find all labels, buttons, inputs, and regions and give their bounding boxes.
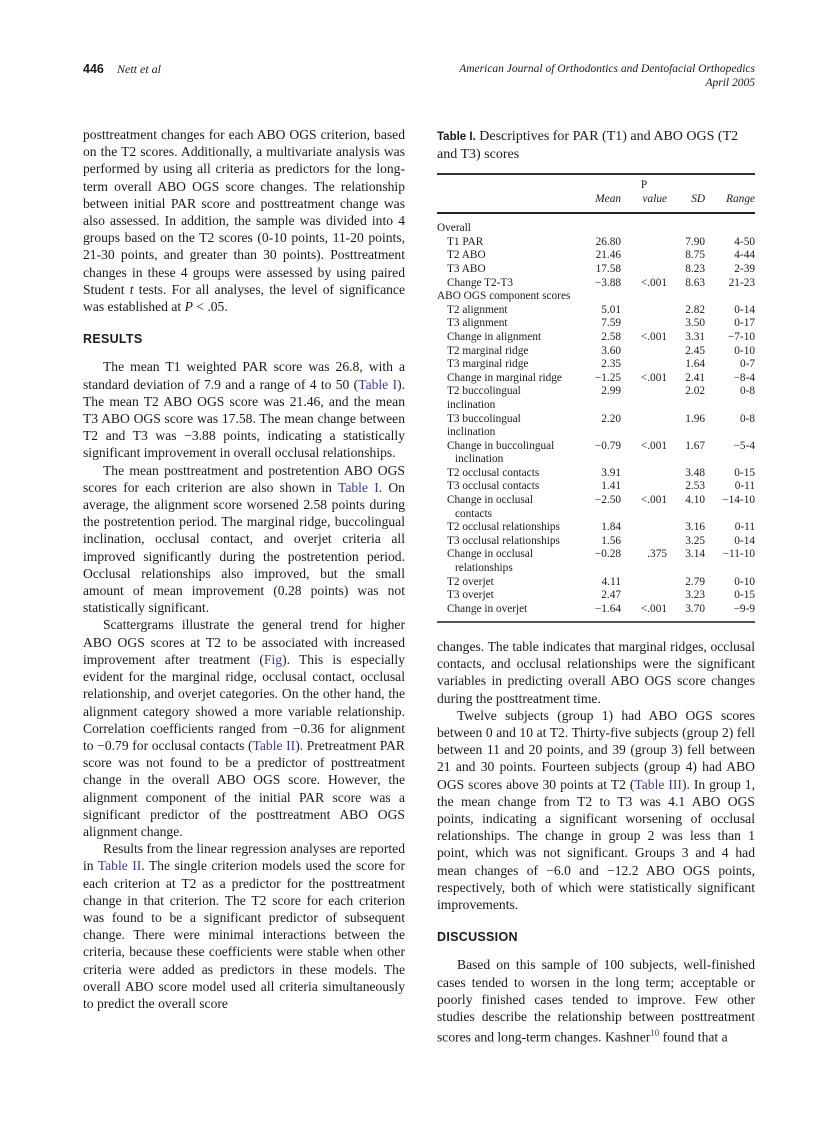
- cell-range: 0-14: [734, 534, 755, 547]
- cell-p-value: [621, 413, 667, 440]
- col-header-sd: SD: [667, 179, 705, 213]
- cell-sd: 3.50: [685, 317, 705, 330]
- table-i-link[interactable]: Table I: [337, 479, 379, 495]
- row-label: T2 alignment: [447, 303, 508, 316]
- row-label: Change in occlusal contacts: [447, 494, 533, 520]
- table-row: [437, 358, 755, 372]
- cell-mean: −1.64: [569, 603, 621, 623]
- results-paragraph-1: The mean T1 weighted PAR score was 26.8, with a standard deviation of 7.9 and a range of 4 to 50 (Table I). The mean T2 ABO OGS score was 21.46, and the mean T3 ABO OGS score was 17.58. The mean change between T2 and T3 was −3.88 points, indicating a statistically significant improvement in overall occlusal relationships.: [83, 359, 406, 461]
- cell-range: −9-9: [705, 603, 755, 623]
- cell-mean: 26.80: [595, 235, 621, 248]
- cell-p-value: [621, 521, 667, 535]
- table-row: [437, 548, 755, 575]
- results-heading: RESULTS: [83, 332, 143, 347]
- row-label: Change in buccolingual inclination: [447, 439, 555, 466]
- table-title: Descriptives for PAR (T1) and ABO OGS (T2 and T3) scores: [437, 129, 739, 162]
- row-label: T3 occlusal contacts: [447, 480, 540, 493]
- cell-range: 0-8: [739, 412, 755, 425]
- cell-range: 4-50: [734, 235, 755, 248]
- cell-mean: 2.35: [601, 358, 621, 371]
- cell-mean: 3.60: [601, 344, 621, 357]
- table-label: Table I.: [437, 131, 476, 143]
- row-label: T2 marginal ridge: [447, 344, 529, 357]
- table-row: [437, 249, 755, 263]
- running-authors: Nett et al: [117, 62, 161, 76]
- group-label: Overall: [437, 222, 471, 235]
- cell-p-value: [621, 317, 667, 331]
- row-label: T3 buccolingual inclination: [447, 412, 521, 439]
- table-row: [437, 589, 755, 603]
- cell-range: 0-11: [734, 480, 755, 493]
- descriptives-table: [437, 173, 755, 623]
- cell-p-value: [621, 385, 667, 412]
- cell-range: 2-39: [734, 262, 755, 275]
- cell-mean: 1.84: [601, 521, 621, 534]
- row-label: Change in alignment: [447, 330, 542, 343]
- cell-range: 21-23: [728, 276, 755, 289]
- right-column: [437, 638, 755, 1046]
- cell-p-value: [621, 589, 667, 603]
- table-row: [437, 480, 755, 494]
- cell-p-value: [621, 304, 667, 318]
- cell-range: −14-10: [722, 494, 755, 507]
- cell-mean: 2.99: [601, 385, 621, 398]
- cell-range: 0-11: [734, 521, 755, 534]
- cell-sd: 3.14: [685, 548, 705, 561]
- cell-range: 0-14: [734, 303, 755, 316]
- row-label: T3 ABO: [447, 262, 486, 275]
- cell-mean: 21.46: [595, 249, 621, 262]
- cell-mean: −1.25: [594, 371, 621, 384]
- cell-sd: 7.90: [685, 235, 705, 248]
- cell-p-value: [621, 236, 667, 250]
- table-row: [437, 603, 755, 623]
- figure-link[interactable]: Fig: [263, 651, 283, 667]
- cell-p-value: [621, 467, 667, 481]
- cell-p-value: <.001: [640, 371, 667, 384]
- cell-sd: 4.10: [685, 494, 705, 507]
- table-row: [437, 535, 755, 549]
- cell-mean: 7.59: [601, 317, 621, 330]
- table-row: [437, 521, 755, 535]
- col-header-range: Range: [705, 179, 755, 213]
- table-row: [437, 317, 755, 331]
- cell-range: −8-4: [733, 371, 755, 384]
- journal-info: [459, 62, 755, 90]
- cell-range: 4-44: [734, 249, 755, 262]
- table-group-row: [437, 213, 755, 236]
- table-row: [437, 494, 755, 521]
- results-paragraph-3: Scattergrams illustrate the general trend for higher ABO OGS scores at T2 to be associated with increased improvement after treatment (Fig). This is especially evident for the marginal ridge, occlusal contact, occlusal relationship, and overjet categories. On the other hand, the alignment category showed a more variable relationship. Correlation coefficients ranged from −0.36 for alignment to −0.79 for occlusal contacts (Table II). Pretreatment PAR score was not found to be a predictor of posttreatment change in the overall ABO OGS score. However, the alignment component of the initial PAR score was a significant predictor of the posttreatment ABO OGS alignment change.: [83, 617, 405, 839]
- cell-mean: −3.88: [594, 276, 621, 289]
- cell-mean: 17.58: [595, 262, 621, 275]
- cell-range: 0-7: [739, 358, 755, 371]
- cell-p-value: <.001: [640, 494, 667, 507]
- table-row: [437, 372, 755, 386]
- cell-sd: 2.82: [685, 303, 705, 316]
- reference-link[interactable]: 10: [650, 1028, 660, 1039]
- table-row: [437, 277, 755, 291]
- cell-sd: 3.31: [685, 330, 705, 343]
- cell-sd: 3.25: [685, 534, 705, 547]
- row-label: T3 overjet: [447, 589, 494, 602]
- cell-mean: 2.20: [601, 412, 621, 425]
- table-row: [437, 331, 755, 345]
- cell-p-value: [621, 263, 667, 277]
- cell-p-value: [621, 358, 667, 372]
- results-paragraph-5: changes. The table indicates that marginal ridges, occlusal contacts, and occlusal relationships were the significant variables in predicting overall ABO OGS score changes during the posttreatment time.: [437, 639, 755, 706]
- table-row: [437, 576, 755, 590]
- table-row: [437, 413, 755, 440]
- table-row: [437, 385, 755, 412]
- row-label: Change T2-T3: [447, 276, 513, 289]
- table-row: [437, 467, 755, 481]
- row-label: T3 alignment: [447, 317, 508, 330]
- table-i-link[interactable]: Table I: [358, 376, 398, 392]
- row-label: T1 PAR: [447, 235, 484, 248]
- cell-p-value: [621, 535, 667, 549]
- cell-range: 0-15: [734, 466, 755, 479]
- cell-p-value: <.001: [640, 439, 667, 452]
- col-header-p-value: P value: [621, 179, 667, 213]
- cell-p-value: .375: [647, 548, 667, 561]
- row-label: T3 marginal ridge: [447, 358, 529, 371]
- results-paragraph-4: Results from the linear regression analyses are reported in Table II. The single criterion models used the score for each criterion at T2 as a predictor for the posttreatment change in that criterion. The T2 score for each criterion was found to be a significant predictor of subsequent change. There were minimal interactions between the criteria, because these coefficients were stable when other criteria were added as predictors in these models. The overall ABO score model used all criteria simultaneously to predict the overall score: [83, 841, 405, 1011]
- cell-range: 0-10: [734, 575, 755, 588]
- cell-sd: 3.48: [685, 466, 705, 479]
- cell-mean: 2.47: [601, 589, 621, 602]
- discussion-paragraph-1: Based on this sample of 100 subjects, well-finished cases tended to worsen in the long term; acceptable or poorly finished cases tended to improve. Few other studies describe the relationship between posttreatment scores and long-term changes. Kashner$^{10}$ found that a: [437, 957, 755, 1045]
- cell-mean: −0.79: [594, 439, 621, 452]
- cell-sd: 2.41: [685, 371, 705, 384]
- cell-p-value: [621, 576, 667, 590]
- results-paragraph-2: The mean posttreatment and postretention ABO OGS scores for each criterion are also shown in Table I. On average, the alignment score worsened 2.58 points during the postretention period. The marginal ridge, buccolingual inclination, occlusal contact, and overjet criteria all improved significantly during the postretention period. Occlusal relationships also improved, but the small amount of mean improvement (0.28 points) was not statistically significant.: [83, 462, 405, 616]
- table-row: [437, 345, 755, 359]
- cell-range: −11-10: [722, 548, 755, 561]
- table-row: [437, 304, 755, 318]
- cell-sd: 2.79: [685, 575, 705, 588]
- cell-p-value: [621, 480, 667, 494]
- table-caption: [437, 128, 755, 164]
- journal-title: American Journal of Orthodontics and Dentofacial Orthopedics: [459, 63, 755, 75]
- journal-issue: April 2005: [705, 77, 755, 89]
- row-label: T2 occlusal contacts: [447, 466, 540, 479]
- cell-sd: 2.02: [685, 385, 705, 398]
- row-label: T3 occlusal relationships: [447, 534, 560, 547]
- table-row: [437, 263, 755, 277]
- left-column: [83, 126, 405, 1012]
- col-header-mean: Mean: [569, 179, 621, 213]
- cell-range: −7-10: [727, 330, 755, 343]
- row-label: Change in overjet: [437, 603, 569, 623]
- cell-mean: 4.11: [601, 575, 621, 588]
- running-header: [83, 62, 755, 94]
- row-label: T2 buccolingual inclination: [447, 385, 521, 411]
- cell-sd: 3.70: [667, 603, 705, 623]
- cell-range: 0-15: [734, 589, 755, 602]
- cell-p-value: [621, 345, 667, 359]
- cell-range: 0-8: [739, 385, 755, 398]
- cell-sd: 8.63: [685, 276, 705, 289]
- cell-mean: −0.28: [594, 548, 621, 561]
- discussion-heading: DISCUSSION: [437, 930, 518, 945]
- row-label: T2 overjet: [447, 575, 494, 588]
- cell-sd: 2.53: [685, 480, 705, 493]
- table-iii-link[interactable]: Table III: [634, 776, 682, 792]
- cell-sd: 1.64: [685, 358, 705, 371]
- cell-mean: 1.56: [601, 534, 621, 547]
- table-i: [437, 128, 755, 623]
- page-number: 446: [83, 62, 104, 76]
- cell-sd: 1.96: [685, 412, 705, 425]
- table-group-row: [437, 290, 755, 304]
- row-label: T2 ABO: [447, 249, 486, 262]
- cell-sd: 8.75: [685, 249, 705, 262]
- cell-p-value: <.001: [640, 276, 667, 289]
- cell-mean: 2.58: [601, 330, 621, 343]
- cell-range: 0-10: [734, 344, 755, 357]
- cell-sd: 3.23: [685, 589, 705, 602]
- table-row: [437, 440, 755, 467]
- cell-sd: 3.16: [685, 521, 705, 534]
- table-ii-link[interactable]: Table II: [97, 858, 142, 874]
- cell-p-value: [621, 249, 667, 263]
- cell-mean: 5.01: [601, 303, 621, 316]
- cell-range: −5-4: [733, 439, 755, 452]
- cell-p-value: <.001: [621, 603, 667, 623]
- cell-p-value: <.001: [640, 330, 667, 343]
- cell-mean: −2.50: [594, 494, 621, 507]
- table-row: [437, 236, 755, 250]
- cell-mean: 1.41: [601, 480, 621, 493]
- cell-sd: 8.23: [685, 262, 705, 275]
- results-paragraph-6: Twelve subjects (group 1) had ABO OGS scores between 0 and 10 at T2. Thirty-five subjects (group 2) fell between 11 and 20 points, and 39 (group 3) fell between 21 and 30 points. Fourteen subjects (group 4) had ABO OGS scores above 30 points at T2 (Table III). In group 1, the mean change from T2 to T3 was 4.1 ABO OGS points, indicating a significant worsening of occlusal relationships. The change in group 2 was less than 1 point, which was not significant. Groups 3 and 4 had mean changes of −6.0 and −12.2 ABO OGS points, respectively, both of which were statistically significant improvements.: [437, 707, 755, 913]
- row-label: Change in occlusal relationships: [447, 548, 533, 575]
- cell-sd: 2.45: [685, 344, 705, 357]
- methods-paragraph: posttreatment changes for each ABO OGS criterion, based on the T2 scores. Additionally, a multivariate analysis was performed by using all criteria as predictors for the long-term overall ABO OGS score changes. The relationship between initial PAR score and posttreatment change was also assessed. In addition, the sample was divided into 4 groups based on the T2 scores (0-10 points, 11-20 points, 21-30 points, and greater than 30 points). Posttreatment changes in these 4 groups were assessed by using paired Student t tests. For all analyses, the level of significance was established at P < .05.: [83, 127, 405, 315]
- cell-range: 0-17: [734, 317, 755, 330]
- row-label: Change in marginal ridge: [447, 371, 562, 384]
- table-ii-link[interactable]: Table II: [252, 737, 296, 753]
- cell-sd: 1.67: [685, 439, 705, 452]
- row-label: T2 occlusal relationships: [447, 521, 560, 534]
- group-label: ABO OGS component scores: [437, 290, 571, 303]
- cell-mean: 3.91: [601, 466, 621, 479]
